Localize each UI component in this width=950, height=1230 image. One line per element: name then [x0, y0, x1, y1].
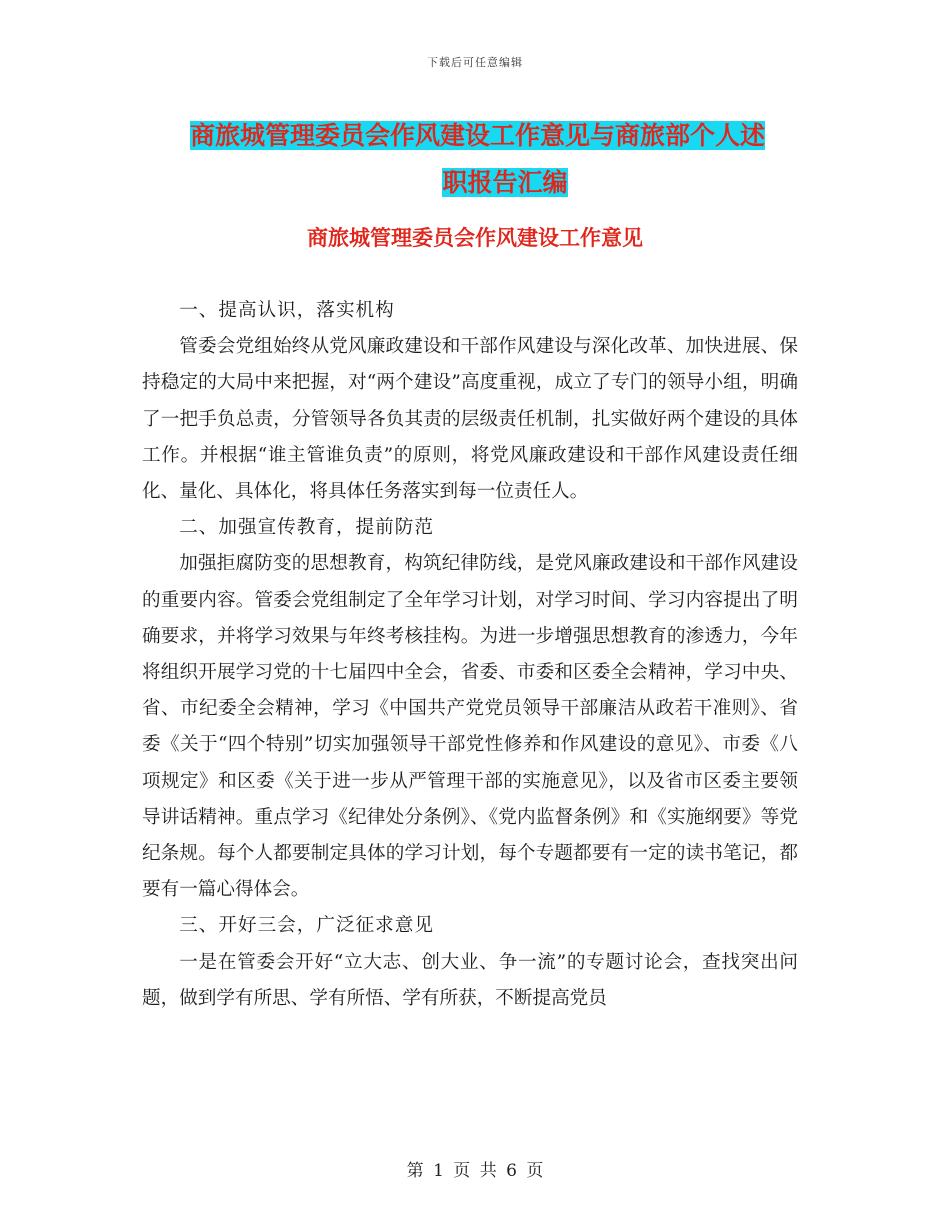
header-note: 下载后可任意编辑 [427, 56, 523, 69]
paragraph-1: 管委会党组始终从党风廉政建设和干部作风建设与深化改革、加快进展、保持稳定的大局中来把握，对“两个建设”高度重视，成立了专门的领导小组，明确了一把手负总责，分管领导各负其责的层级责任机制，扎实做好两个建设的具体工作。并根据“谁主管谁负责”的原则，将党风廉政建设和干部作风建设责任细化、量化、具体化，将具体任务落实到每一位责任人。 [142, 336, 798, 503]
document-title [190, 112, 810, 206]
heading-3: 三、开好三会，广泛征求意见 [179, 915, 434, 937]
title-line-2: 职报告汇编 [442, 168, 568, 197]
heading-1: 一、提高认识，落实机构 [179, 300, 395, 321]
page-number: 第 1 页 共 6 页 [406, 1161, 544, 1181]
paragraph-3: 一是在管委会开好“立大志、创大业、争一流”的专题讨论会，查找突出问题，做到学有所思、学有所悟、学有所获，不断提高党员 [142, 951, 798, 1009]
heading-2: 二、加强宣传教育，提前防范 [179, 517, 434, 539]
section-title: 商旅城管理委员会作风建设工作意见 [307, 226, 643, 250]
title-line-1: 商旅城管理委员会作风建设工作意见与商旅部个人述 [190, 121, 766, 150]
paragraph-2: 加强拒腐防变的思想教育，构筑纪律防线，是党风廉政建设和干部作风建设的重要内容。管委会党组制定了全年学习计划，对学习时间、学习内容提出了明确要求，并将学习效果与年终考核挂构。为进一步增强思想教育的渗透力，今年将组织开展学习党的十七届四中全会，省委、市委和区委全会精神，学习中央、省、市纪委全会精神，学习《中国共产党党员领导干部廉洁从政若干准则》、省委《关于“四个特别”切实加强领导干部党性修养和作风建设的意见》、市委《八项规定》和区委《关于进一步从严管理干部的实施意见》，以及省市区委主要领导讲话精神。重点学习《纪律处分条例》、《党内监督条例》和《实施纲要》等党纪条规。每个人都要制定具体的学习计划，每个专题都要有一定的读书笔记，都要有一篇心得体会。 [142, 553, 798, 901]
document-body [142, 293, 798, 1017]
